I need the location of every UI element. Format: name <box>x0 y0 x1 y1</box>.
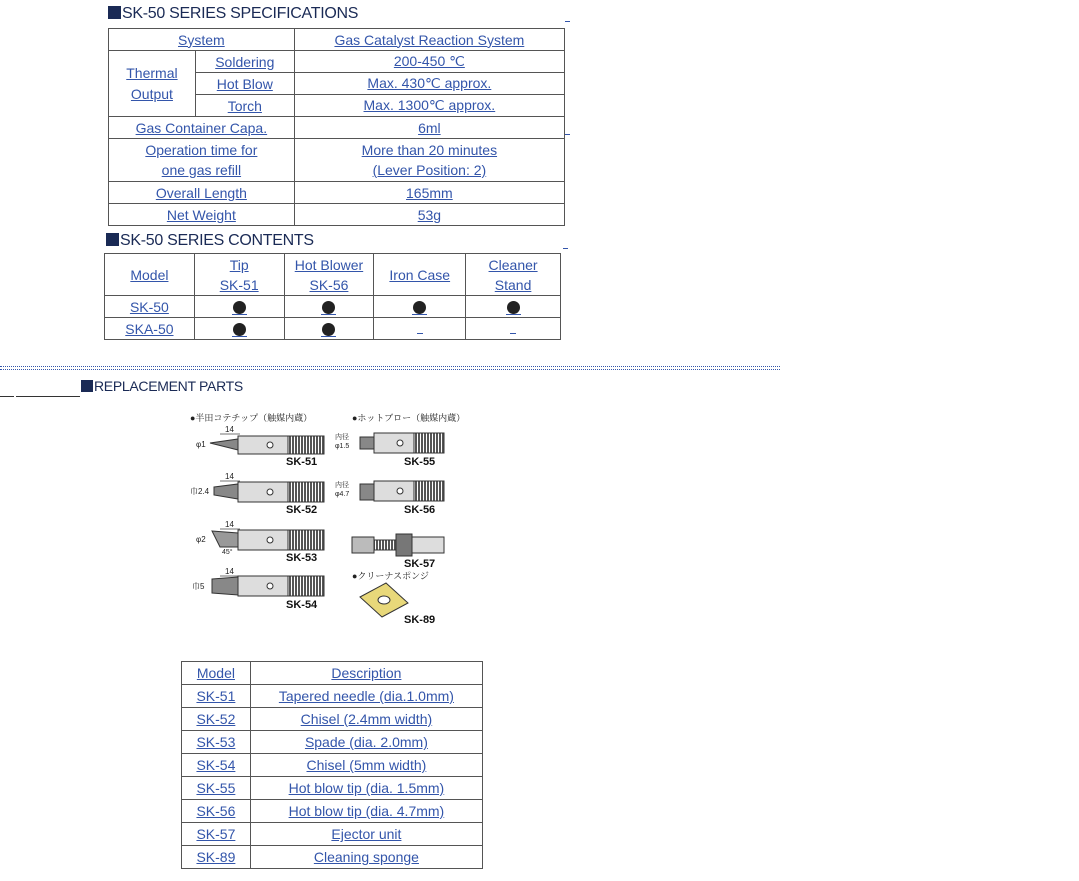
header-cleaner-stand[interactable]: Cleaner Stand <box>466 254 561 296</box>
svg-text:内径: 内径 <box>335 482 349 489</box>
part-model[interactable]: SK-51 <box>182 685 251 708</box>
header-model[interactable]: Model <box>105 254 195 296</box>
table-row <box>182 777 483 800</box>
sk57-drawing <box>352 534 444 570</box>
header-tip[interactable]: Tip SK-51 <box>194 254 284 296</box>
included-dot-icon <box>233 323 246 336</box>
included-cell[interactable] <box>284 318 374 340</box>
svg-text:φ4.7: φ4.7 <box>335 491 350 498</box>
spec-label-gas[interactable]: Gas Container Capa. <box>109 117 295 139</box>
part-description[interactable]: Chisel (2.4mm width) <box>250 708 482 731</box>
sk89-drawing <box>360 583 435 626</box>
included-cell[interactable] <box>194 318 284 340</box>
anchor-link[interactable] <box>563 246 568 249</box>
header-model[interactable]: Model <box>182 662 251 685</box>
square-bullet-icon <box>108 6 121 19</box>
spec-value-gas[interactable]: 6ml <box>294 117 564 139</box>
svg-text:45°: 45° <box>222 549 233 556</box>
spec-value-weight[interactable]: 53g <box>294 204 564 226</box>
table-row <box>182 800 483 823</box>
part-model[interactable]: SK-53 <box>182 731 251 754</box>
section-divider <box>0 366 780 367</box>
header-iron-case[interactable]: Iron Case <box>374 254 466 296</box>
spec-value-torch[interactable]: Max. 1300℃ approx. <box>294 95 564 117</box>
part-model[interactable]: SK-89 <box>182 846 251 869</box>
anchor-link[interactable] <box>16 396 80 397</box>
drawing-heading-tips: ●半田コテチップ（触媒内蔵） <box>190 413 313 423</box>
spec-label-length[interactable]: Overall Length <box>109 182 295 204</box>
part-model[interactable]: SK-56 <box>182 800 251 823</box>
svg-text:14: 14 <box>225 567 234 576</box>
table-row <box>182 685 483 708</box>
spec-value-operation[interactable]: More than 20 minutes (Lever Position: 2) <box>294 139 564 182</box>
spec-label-hot-blow[interactable]: Hot Blow <box>195 73 294 95</box>
part-description[interactable]: Ejector unit <box>250 823 482 846</box>
contents-table <box>104 253 561 340</box>
table-row <box>182 846 483 869</box>
svg-text:14: 14 <box>225 425 234 434</box>
square-bullet-icon <box>81 380 93 392</box>
empty-cell[interactable] <box>466 318 561 340</box>
replacement-parts-drawing <box>190 407 490 632</box>
spec-value-length[interactable]: 165mm <box>294 182 564 204</box>
replacement-table <box>181 661 483 869</box>
spec-label-system[interactable]: System <box>109 29 295 51</box>
part-description[interactable]: Spade (dia. 2.0mm) <box>250 731 482 754</box>
drawing-heading-hot-blow: ●ホットブロー（触媒内蔵） <box>352 413 466 423</box>
sk51-drawing <box>196 425 324 468</box>
table-row <box>182 754 483 777</box>
sk89-label: SK-89 <box>404 614 436 626</box>
included-dot-icon <box>322 323 335 336</box>
section-divider <box>0 369 780 370</box>
sk56-label: SK-56 <box>404 504 436 516</box>
part-description[interactable]: Tapered needle (dia.1.0mm) <box>250 685 482 708</box>
anchor-link[interactable] <box>565 132 570 135</box>
sk55-label: SK-55 <box>404 456 436 468</box>
sk51-label: SK-51 <box>286 456 318 468</box>
svg-text:内径: 内径 <box>335 434 349 441</box>
part-description[interactable]: Hot blow tip (dia. 4.7mm) <box>250 800 482 823</box>
spec-label-weight[interactable]: Net Weight <box>109 204 295 226</box>
spec-value-hot-blow[interactable]: Max. 430℃ approx. <box>294 73 564 95</box>
sk52-drawing <box>190 472 324 516</box>
part-model[interactable]: SK-57 <box>182 823 251 846</box>
included-dot-icon <box>413 301 426 314</box>
table-row <box>182 731 483 754</box>
spec-value-system[interactable]: Gas Catalyst Reaction System <box>294 29 564 51</box>
sk55-drawing <box>335 432 444 468</box>
svg-text:14: 14 <box>225 472 234 481</box>
anchor-link[interactable] <box>565 19 570 22</box>
anchor-link[interactable] <box>0 396 14 397</box>
contents-title: SK-50 SERIES CONTENTS <box>106 232 314 250</box>
drawing-heading-sponge: ●クリーナスポンジ <box>352 571 429 581</box>
spec-label-operation[interactable]: Operation time for one gas refill <box>109 139 295 182</box>
sk52-label: SK-52 <box>286 504 318 516</box>
included-cell[interactable] <box>284 296 374 318</box>
part-description[interactable]: Chisel (5mm width) <box>250 754 482 777</box>
sk53-drawing <box>196 520 324 564</box>
part-model[interactable]: SK-55 <box>182 777 251 800</box>
header-hot-blower[interactable]: Hot Blower SK-56 <box>284 254 374 296</box>
replacement-title: REPLACEMENT PARTS <box>81 378 243 394</box>
specs-table <box>108 28 565 226</box>
square-bullet-icon <box>106 233 119 246</box>
specs-title: SK-50 SERIES SPECIFICATIONS <box>108 5 358 23</box>
header-description[interactable]: Description <box>250 662 482 685</box>
svg-text:巾5: 巾5 <box>192 582 205 591</box>
table-row <box>105 296 561 318</box>
part-description[interactable]: Hot blow tip (dia. 1.5mm) <box>250 777 482 800</box>
included-dot-icon <box>507 301 520 314</box>
empty-cell[interactable] <box>374 318 466 340</box>
sk54-label: SK-54 <box>286 599 318 611</box>
svg-text:14: 14 <box>225 520 234 529</box>
sk56-drawing <box>335 480 444 516</box>
sk57-label: SK-57 <box>404 558 436 570</box>
included-cell[interactable] <box>466 296 561 318</box>
svg-text:巾2.4: 巾2.4 <box>190 487 210 496</box>
spec-label-thermal-output[interactable]: Thermal Output <box>109 51 196 117</box>
model-cell[interactable]: SK-50 <box>105 296 195 318</box>
part-model[interactable]: SK-52 <box>182 708 251 731</box>
included-cell[interactable] <box>374 296 466 318</box>
spec-value-soldering[interactable]: 200-450 ℃ <box>294 51 564 73</box>
svg-text:φ1: φ1 <box>196 440 206 449</box>
sk54-drawing <box>192 567 324 611</box>
part-model[interactable]: SK-54 <box>182 754 251 777</box>
spec-label-torch[interactable]: Torch <box>195 95 294 117</box>
table-row <box>182 823 483 846</box>
spec-label-soldering[interactable]: Soldering <box>195 51 294 73</box>
svg-text:φ1.5: φ1.5 <box>335 443 350 450</box>
included-dot-icon <box>233 301 246 314</box>
sk53-label: SK-53 <box>286 552 318 564</box>
table-row <box>105 318 561 340</box>
svg-text:φ2: φ2 <box>196 535 206 544</box>
included-cell[interactable] <box>194 296 284 318</box>
table-row <box>182 708 483 731</box>
model-cell[interactable]: SKA-50 <box>105 318 195 340</box>
included-dot-icon <box>322 301 335 314</box>
part-description[interactable]: Cleaning sponge <box>250 846 482 869</box>
